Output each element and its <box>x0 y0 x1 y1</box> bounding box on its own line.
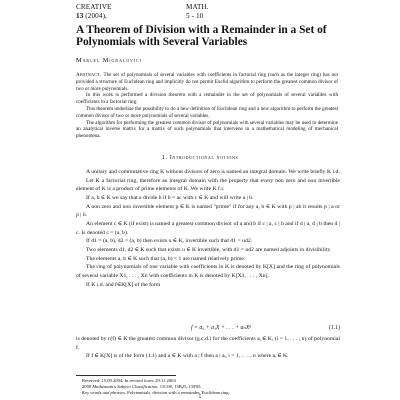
footnote-rule <box>76 375 176 376</box>
body-paragraph: If f ∈ K[X] is of the form (1.1) and a ∈ K with a | f then a | aᵢ, i = 1, . . . , n where aᵢ ∈ K. <box>86 353 289 360</box>
footnote-keywords: Polynomials, division with a remainder, Euclidean ring. <box>127 390 230 396</box>
journal-volume: 13 <box>76 11 84 20</box>
abstract <box>76 72 338 140</box>
abstract-paragraph-1: Abstract. The set of polynomials of several variables with coefficients in factorial ring (such as the integer ring) has not provided a structure of Euclidean ring and implicitly do not permit Euclid algorithm to perform the greatest common divisor of two or more polynomials. <box>76 72 338 92</box>
footnote-revised: In revised form: 29.11.2004 <box>124 378 176 383</box>
body-text <box>76 168 340 289</box>
journal-header <box>76 3 112 20</box>
abstract-paragraph-2: In this work is performed a division theorem with a remainder in the set of polynomials of several variables with coefficients in a factorial ring. <box>76 92 338 106</box>
body-paragraph: The ring of polynomials of one variable with coefficients in K is denoted by K[X] and the ring of polynomials of several variable X1, . . . , Xn with coefficients in K is denoted by K[X1, . . . , Xn]. <box>76 264 340 279</box>
journal-pages: 5 - 10 <box>186 11 204 20</box>
journal-subject: MATH. <box>186 3 209 11</box>
abstract-paragraph-4: The algorithm for performing the greatest common divisor of polynomials with several variables may be used to determine an analytical inverse matrix for a matrix of such polynomials that intervene in a mathematical modeling of mechanical phenomena. <box>76 119 338 140</box>
equation-1-1 <box>76 323 340 333</box>
journal-subject-header <box>186 3 209 20</box>
page-number: 5 <box>198 394 202 400</box>
equation-formula: f = a₀ + a₁X + . . . + aₙXⁿ <box>191 325 252 331</box>
footnote-received: Received: 15.09.2004. <box>82 378 124 383</box>
body-paragraph: A non zero and non invertible element p ∈ K is named "prime" if for any a, b ∈ K with p | ab it results p | a or p | b. <box>76 203 340 219</box>
body-paragraph: Two elements d1, d2 ∈ K such that exists u ∈ K invertible, with d1 = ud2 are named adjoints in divisibility. <box>86 246 332 253</box>
abstract-label: Abstract. <box>76 72 102 78</box>
footnote-msc-codes: 11C08, 13B25, 15F05. <box>159 384 202 390</box>
footnote-msc-year: 2000 <box>82 384 92 390</box>
body-paragraph: Let K a factorial ring, therefore an integral domain with the property that every non zero and non invertible element of K is a product of prime elements of K. We write K f.r. <box>76 177 340 193</box>
body-paragraph: If d1 = (a, b), d2 = (a, b) then exists u ∈ K, invertible such that d1 = ud2. <box>86 238 253 245</box>
journal-name: CREATIVE <box>76 3 112 11</box>
author-name: Marcel Migdalovici <box>76 57 142 64</box>
body-paragraph: An element c ∈ K (if exist) is named a greatest common divisor of a and b if c | a, c | b and if d | a, d | b then d | c. Is denoted c = (a, b). <box>76 220 340 236</box>
paper-title: A Theorem of Division with a Remainder in a Set of Polynomials with Several Variables <box>76 24 327 48</box>
abstract-paragraph-3: This theorem underline the possibility to do a new definition of Euclidean ring and a new algorithm to perform the greatest common divisor of two or more polynomials of several variables. <box>76 105 338 119</box>
journal-year: (2004), <box>85 11 107 20</box>
footnote-msc-label: Mathematics Subject Classification. <box>92 384 159 390</box>
body-paragraph: A unitary and commutative ring K without divisors of zero is named an integral domain. We write briefly K i.d. <box>86 169 340 175</box>
body-paragraph: If K i.d. and f∈K[X] of the form <box>86 281 161 288</box>
footnote-keywords-label: Key words and phrases. <box>82 390 126 396</box>
body-paragraph: is denoted by c(f) ∈ K the greatest common divisor (g.c.d.) for the coefficients aᵢ ∈ K, (i = 1, . . . , n) of polynomial f. <box>76 336 340 351</box>
equation-number: (1.1) <box>328 325 340 331</box>
body-paragraph: If a, b ∈ K we say that a divide b if b = ac with c ∈ K and will write a | b. <box>86 194 254 201</box>
section-heading: 1. Introductional notions <box>161 154 239 161</box>
body-paragraph: The elements a, b ∈ K such that (a, b) = 1 are named relatively prime. <box>86 255 246 262</box>
body-text-continued <box>76 335 340 361</box>
journal-volume-line <box>76 12 112 21</box>
